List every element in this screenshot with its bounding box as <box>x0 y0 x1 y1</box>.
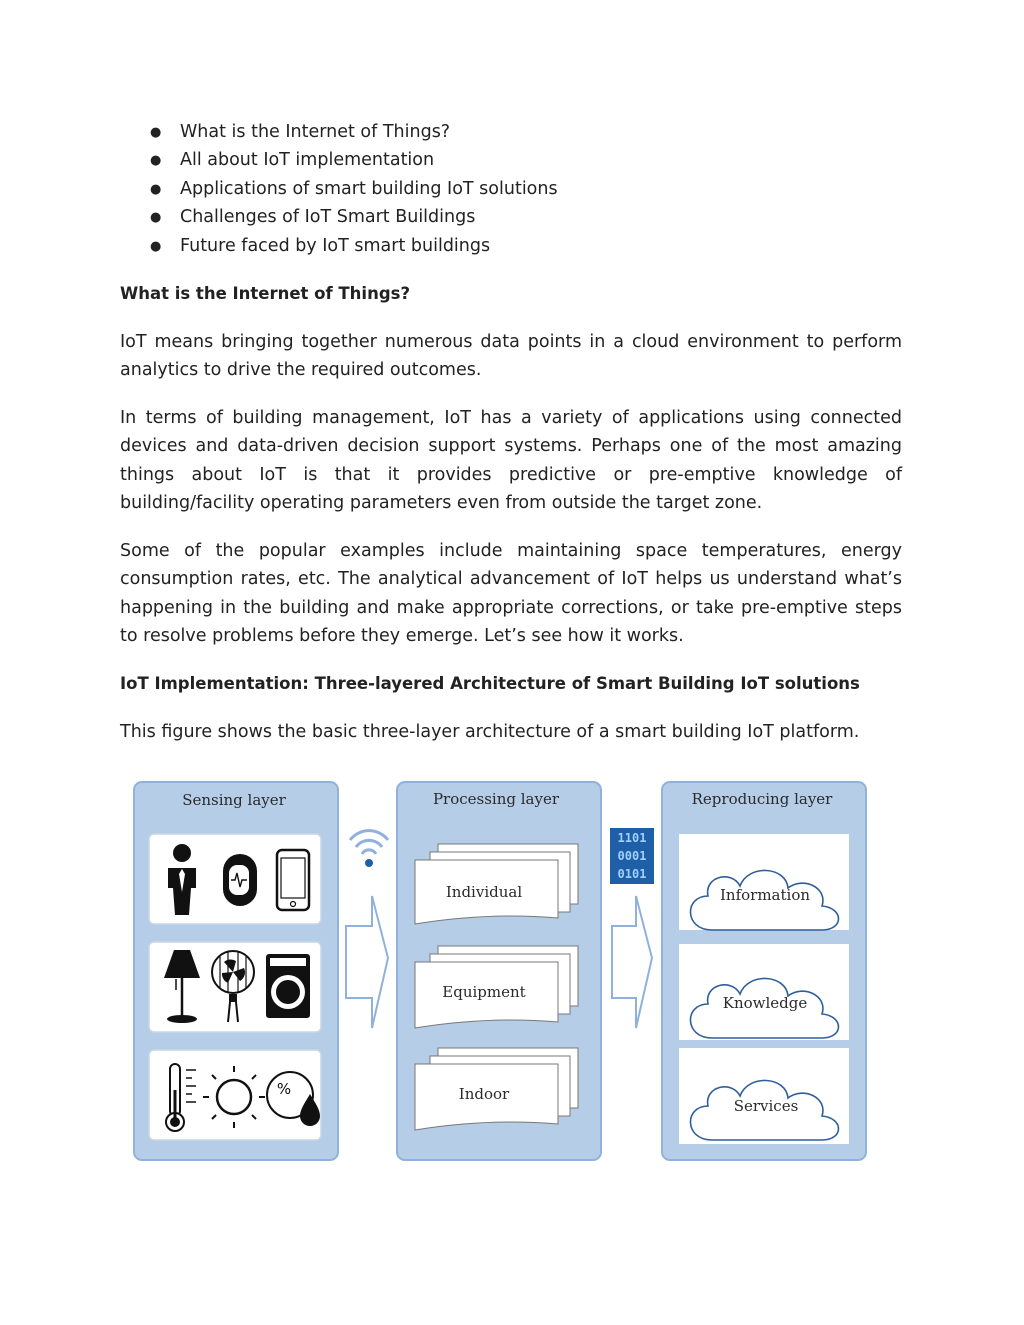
smartwatch-icon <box>223 854 257 906</box>
toc-item-text: Challenges of IoT Smart Buildings <box>180 207 476 228</box>
processing-item-label: Equipment <box>442 983 526 1001</box>
binary-row: 1101 <box>617 831 647 845</box>
document-stack-individual <box>415 844 578 924</box>
toc-item <box>150 146 558 174</box>
binary-row: 0101 <box>617 867 647 881</box>
paragraph-examples: Some of the popular examples include maintaining space temperatures, energy consumption rates, etc. The analytical advancement of IoT helps us understand what’s happening in the building and make appropriate corrections, or take pre-emptive steps to resolve problems before they emerge. Let’s see how it works. <box>120 541 902 647</box>
toc-item <box>150 118 558 146</box>
sensing-layer-title: Sensing layer <box>182 791 286 809</box>
bullet-icon: ● <box>150 238 162 254</box>
smartphone-icon <box>277 850 309 910</box>
svg-text:%: % <box>276 1080 292 1098</box>
paragraph-building-management: In terms of building management, IoT has a variety of applications using connected devices and data-driven decision support systems. Perhaps one of the most amazing things about IoT is that it provides predictive or pre-emptive knowledge of building/facility operating parameters even from outside the target zone. <box>120 408 902 514</box>
processing-item-label: Indoor <box>458 1085 510 1103</box>
toc-item-text: All about IoT implementation <box>180 150 435 171</box>
binary-data-icon <box>610 828 654 884</box>
section-heading-implementation: IoT Implementation: Three-layered Architecture of Smart Building IoT solutions <box>120 674 860 693</box>
reproducing-layer-title: Reproducing layer <box>691 790 833 808</box>
architecture-figure <box>128 772 874 1168</box>
paragraph-iot-definition: IoT means bringing together numerous data points in a cloud environment to perform analytics to drive the required outcomes. <box>120 332 902 381</box>
processing-item-label: Individual <box>445 883 523 901</box>
table-of-contents <box>150 118 558 260</box>
toc-item-text: Applications of smart building IoT solutions <box>180 178 558 199</box>
section-heading-iot: What is the Internet of Things? <box>120 284 411 303</box>
binary-row: 0001 <box>617 849 647 863</box>
bullet-icon: ● <box>150 153 162 169</box>
toc-item <box>150 175 558 203</box>
reproducing-item-label: Services <box>733 1097 799 1115</box>
reproducing-item-label: Information <box>719 886 811 904</box>
paragraph-figure-intro: This figure shows the basic three-layer architecture of a smart building IoT platform. <box>120 722 860 742</box>
washing-machine-icon <box>266 954 310 1018</box>
bullet-icon: ● <box>150 125 162 140</box>
toc-item <box>150 203 558 231</box>
document-stack-equipment <box>415 946 578 1028</box>
bullet-icon: ● <box>150 210 162 226</box>
bullet-icon: ● <box>150 181 162 197</box>
toc-item <box>150 232 558 260</box>
arrow-right-icon <box>346 896 388 1028</box>
wifi-icon <box>350 831 388 867</box>
toc-item-text: What is the Internet of Things? <box>180 122 451 142</box>
document-stack-indoor <box>415 1048 578 1130</box>
arrow-right-icon <box>612 896 652 1028</box>
toc-item-text: Future faced by IoT smart buildings <box>180 235 491 256</box>
processing-layer-title: Processing layer <box>432 790 560 808</box>
reproducing-item-label: Knowledge <box>722 994 808 1012</box>
